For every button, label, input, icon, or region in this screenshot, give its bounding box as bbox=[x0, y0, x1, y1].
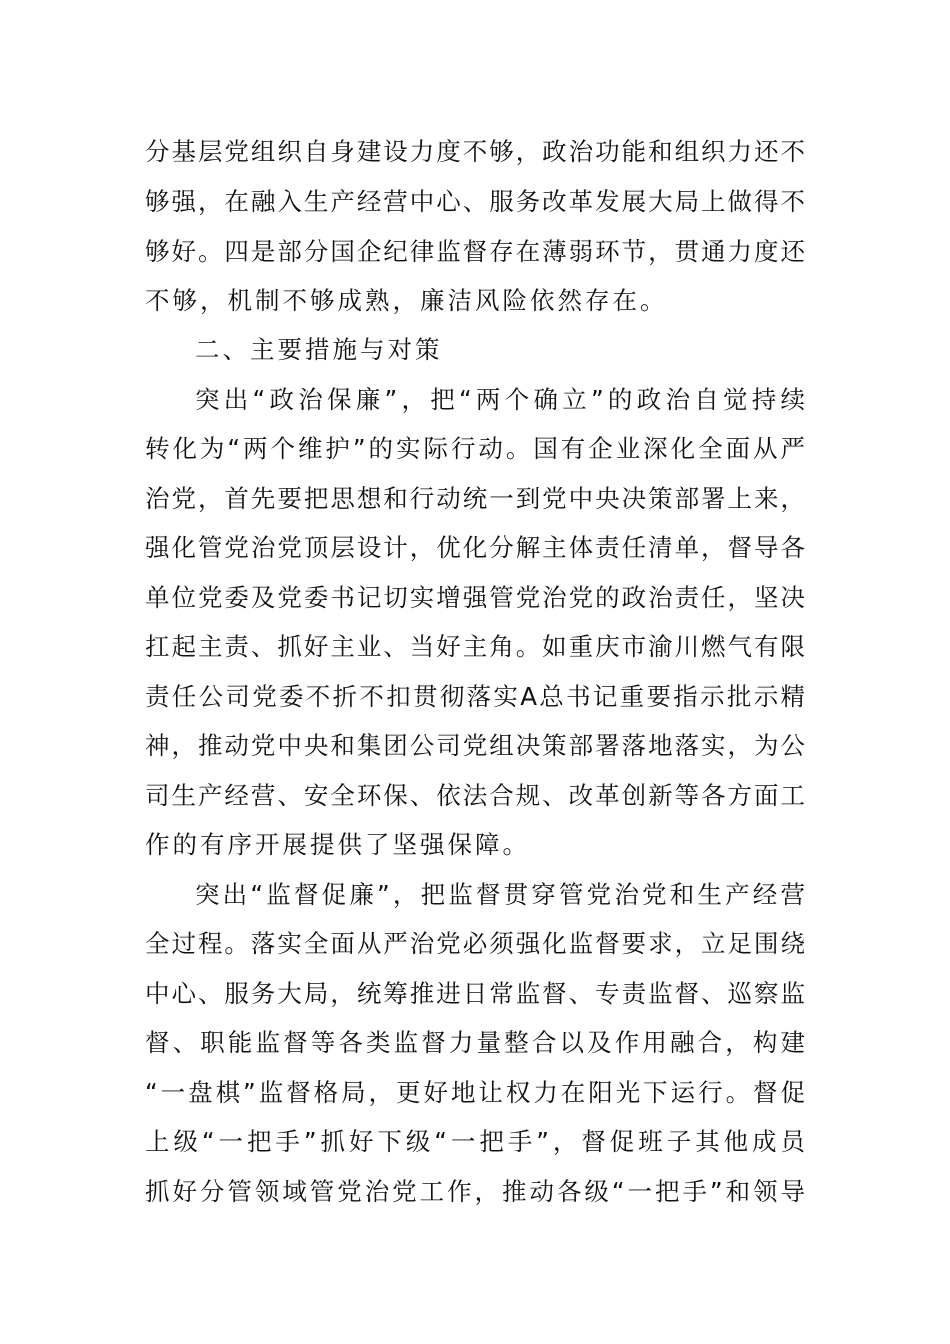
text-line: 分基层党组织自身建设力度不够，政治功能和组织力还不 bbox=[145, 137, 805, 166]
text-line: 上级“一把手”抓好下级“一把手”，督促班子其他成员 bbox=[145, 1127, 805, 1156]
text-line: 单位党委及党委书记切实增强管党治党的政治责任，坚决 bbox=[145, 583, 805, 612]
text-line: 强化管党治党顶层设计，优化分解主体责任清单，督导各 bbox=[145, 533, 805, 562]
text-line: 全过程。落实全面从严治党必须强化监督要求，立足围绕 bbox=[145, 929, 805, 958]
text-line: 督、职能监督等各类监督力量整合以及作用融合，构建 bbox=[145, 1028, 805, 1057]
text-line: 不够，机制不够成熟，廉洁风险依然存在。 bbox=[145, 286, 668, 315]
text-line: 转化为“两个维护”的实际行动。国有企业深化全面从严 bbox=[145, 434, 805, 463]
text-line: “一盘棋”监督格局，更好地让权力在阳光下运行。督促 bbox=[145, 1078, 805, 1107]
text-line: 责任公司党委不折不扣贯彻落实A总书记重要指示批示精 bbox=[145, 682, 805, 711]
text-line: 司生产经营、安全环保、依法合规、改革创新等各方面工 bbox=[145, 781, 805, 810]
text-line: 够强，在融入生产经营中心、服务改革发展大局上做得不 bbox=[145, 187, 805, 216]
text-line: 中心、服务大局，统筹推进日常监督、专责监督、巡察监 bbox=[145, 979, 805, 1008]
text-line: 扛起主责、抓好主业、当好主角。如重庆市渝川燃气有限 bbox=[145, 632, 805, 661]
text-line: 抓好分管领域管党治党工作，推动各级“一把手”和领导 bbox=[145, 1177, 805, 1206]
text-line: 作的有序开展提供了坚强保障。 bbox=[145, 830, 530, 859]
paragraph-first-line: 突出“政治保廉”，把“两个确立”的政治自觉持续 bbox=[195, 385, 805, 414]
paragraph-first-line: 突出“监督促廉”，把监督贯穿管党治党和生产经营 bbox=[195, 880, 805, 909]
text-line: 够好。四是部分国企纪律监督存在薄弱环节，贯通力度还 bbox=[145, 237, 805, 266]
text-line: 治党，首先要把思想和行动统一到党中央决策部署上来， bbox=[145, 484, 805, 513]
text-line: 神，推动党中央和集团公司党组决策部署落地落实，为公 bbox=[145, 731, 805, 760]
section-heading: 二、主要措施与对策 bbox=[195, 335, 443, 364]
